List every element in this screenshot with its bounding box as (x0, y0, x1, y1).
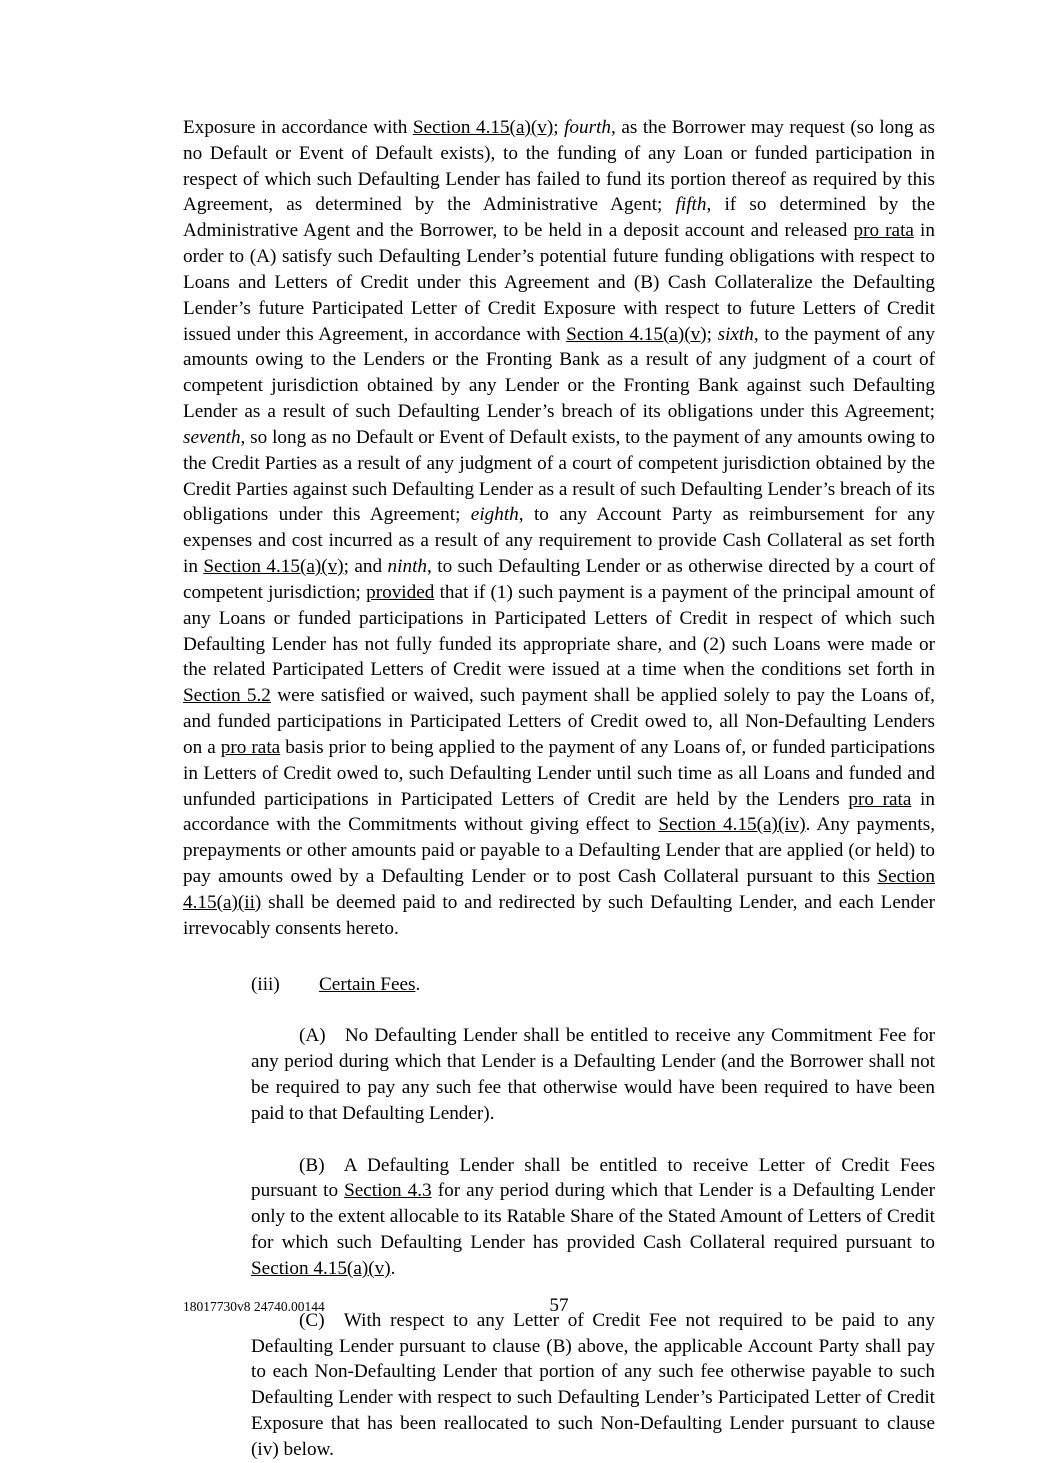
underlined-reference: Section 4.15(a)(v) (203, 556, 344, 578)
text-run: , to such Defaulting Lender or as otherwise directed by a court of competent jurisdiction; (183, 556, 935, 603)
text-run: With respect to any Letter of Credit Fee not required to be paid to any Defaulting Lender pursuant to clause (B) above, the applicable Account Party shall pay to each Non-Defaulting Lender that portion of any such fee otherwise payable to such Defaulting Lender with respect to such Defaulting Lender’s Participated Letter of Credit Exposure that has been reallocated to such Non-Defaulting Lender pursuant to clause (iv) below. (251, 1309, 935, 1460)
italic-ordinal: sixth (717, 323, 754, 345)
underlined-reference: pro rata (848, 788, 912, 810)
text-run: , to any Account Party as reimbursement for any expenses and cost incurred as a result of any requirement to provide Cash Collateral as set forth in (183, 504, 935, 578)
clause-iii-text (319, 974, 420, 995)
text-run: . (390, 1257, 396, 1279)
text-run: shall be deemed paid to and redirected by such Defaulting Lender, and each Lender irrevocably consents hereto. (183, 891, 935, 939)
clause-A-paragraph (183, 1023, 935, 1126)
text-run: . Any payments, prepayments or other amounts paid or payable to a Defaulting Lender that are applied (or held) to pay amounts owed by a Defaulting Lender or to post Cash Collateral pursuant to this (183, 814, 935, 888)
clause-B-paragraph (183, 1153, 935, 1282)
italic-ordinal: seventh (183, 426, 241, 448)
text-run: (C) (299, 1309, 325, 1331)
text-run: No Defaulting Lender shall be entitled to receive any Commitment Fee for any period during which that Lender is a Defaulting Lender (and the Borrower shall not be required to pay any such fee that otherwise would have been required to have been paid to that Defaulting Lender). (251, 1025, 935, 1124)
underlined-reference: Section 4.15(a)(v) (566, 323, 707, 345)
text-run: basis prior to being applied to the payment of any Loans of, or funded participations in Letters of Credit owed to, such Defaulting Lender until such time as all Loans and funded and unfunded participations in Participated Letters of Credit are held by the Lenders (183, 736, 935, 810)
page-body (183, 115, 935, 1463)
underlined-reference: provided (366, 581, 435, 603)
text-run: in order to (A) satisfy such Defaulting Lender’s potential future funding obligations with respect to Loans and Letters of Credit under this Agreement and (B) Cash Collateralize the Defaulting Lender’s future Participated Letter of Credit Exposure with respect to future Letters of Credit issued under this Agreement, in accordance with (183, 220, 935, 345)
underlined-reference: pro rata (853, 220, 914, 242)
underlined-reference: Section 4.3 (344, 1180, 432, 1202)
text-run: , as the Borrower may request (so long as no Default or Event of Default exists), to the funding of any Loan or funded participation in respect of which such Defaulting Lender has failed to fund its portion thereof as required by this Agreement, as determined by the Administrative Agent; (183, 117, 935, 216)
underlined-reference: Section 4.15(a)(ii) (183, 866, 935, 913)
underlined-reference: Section 5.2 (183, 685, 271, 707)
underlined-reference: Section 4.15(a)(iv) (658, 814, 806, 836)
italic-ordinal: eighth (470, 504, 519, 526)
italic-ordinal: ninth (387, 556, 427, 578)
paragraph-continuation (183, 115, 935, 942)
text-run: (B) (299, 1154, 325, 1176)
underlined-reference: pro rata (220, 736, 281, 758)
page-footer (183, 1295, 935, 1323)
underlined-reference: Section 4.15(a)(v) (251, 1257, 391, 1279)
text-run: . (415, 973, 421, 995)
clause-iii-number: (iii) (251, 973, 280, 995)
underlined-reference: Certain Fees (319, 973, 416, 995)
text-run: A Defaulting Lender shall be entitled to receive Letter of Credit Fees pursuant to (251, 1154, 935, 1202)
text-run: , to the payment of any amounts owing to the Lenders or the Fronting Bank as a result of any judgment of a court of competent jurisdiction obtained by any Lender or the Fronting Bank against such Defaulting Lender as a result of such Defaulting Lender’s breach of its obligations under this Agreement; (183, 323, 935, 423)
text-run: in accordance with the Commitments without giving effect to (183, 788, 935, 836)
page-number: 57 (549, 1295, 569, 1316)
text-run: , if so determined by the Administrative Agent and the Borrower, to be held in a deposit account and released (183, 194, 935, 242)
text-run: Exposure in accordance with (183, 117, 413, 138)
text-run: , so long as no Default or Event of Default exists, to the payment of any amounts owing to the Credit Parties as a result of any judgment of a court of competent jurisdiction obtained by the Credit Parties against such Defaulting Lender as a result of such Defaulting Lender’s breach of its obligations under this Agreement; (183, 426, 935, 526)
text-run: ; and (343, 556, 388, 578)
clause-C-paragraph (183, 1308, 935, 1463)
footer-document-reference: 18017730v8 24740.00144 (183, 1299, 325, 1314)
text-run: that if (1) such payment is a payment of the principal amount of any Loans or funded participations in Participated Letters of Credit in respect of which such Defaulting Lender has not fully funded its appropriate share, and (2) such Loans were made or the related Participated Letters of Credit were issued at a time when the conditions set forth in (183, 581, 935, 681)
underlined-reference: Section 4.15(a)(v) (412, 117, 554, 138)
italic-ordinal: fourth (564, 117, 611, 138)
text-run: for any period during which that Lender is a Defaulting Lender only to the extent allocable to its Ratable Share of the Stated Amount of Letters of Credit for which such Defaulting Lender has provided Cash Collateral required pursuant to (251, 1180, 935, 1254)
text-run: were satisfied or waived, such payment shall be applied solely to pay the Loans of, and funded participations in Participated Letters of Credit owed to, all Non-Defaulting Lenders on a (183, 685, 935, 758)
text-run: ; (706, 323, 718, 345)
text-run: (A) (299, 1025, 326, 1047)
text-run: ; (553, 117, 565, 138)
clause-iii-certain-fees (183, 972, 935, 998)
italic-ordinal: fifth (675, 194, 707, 216)
